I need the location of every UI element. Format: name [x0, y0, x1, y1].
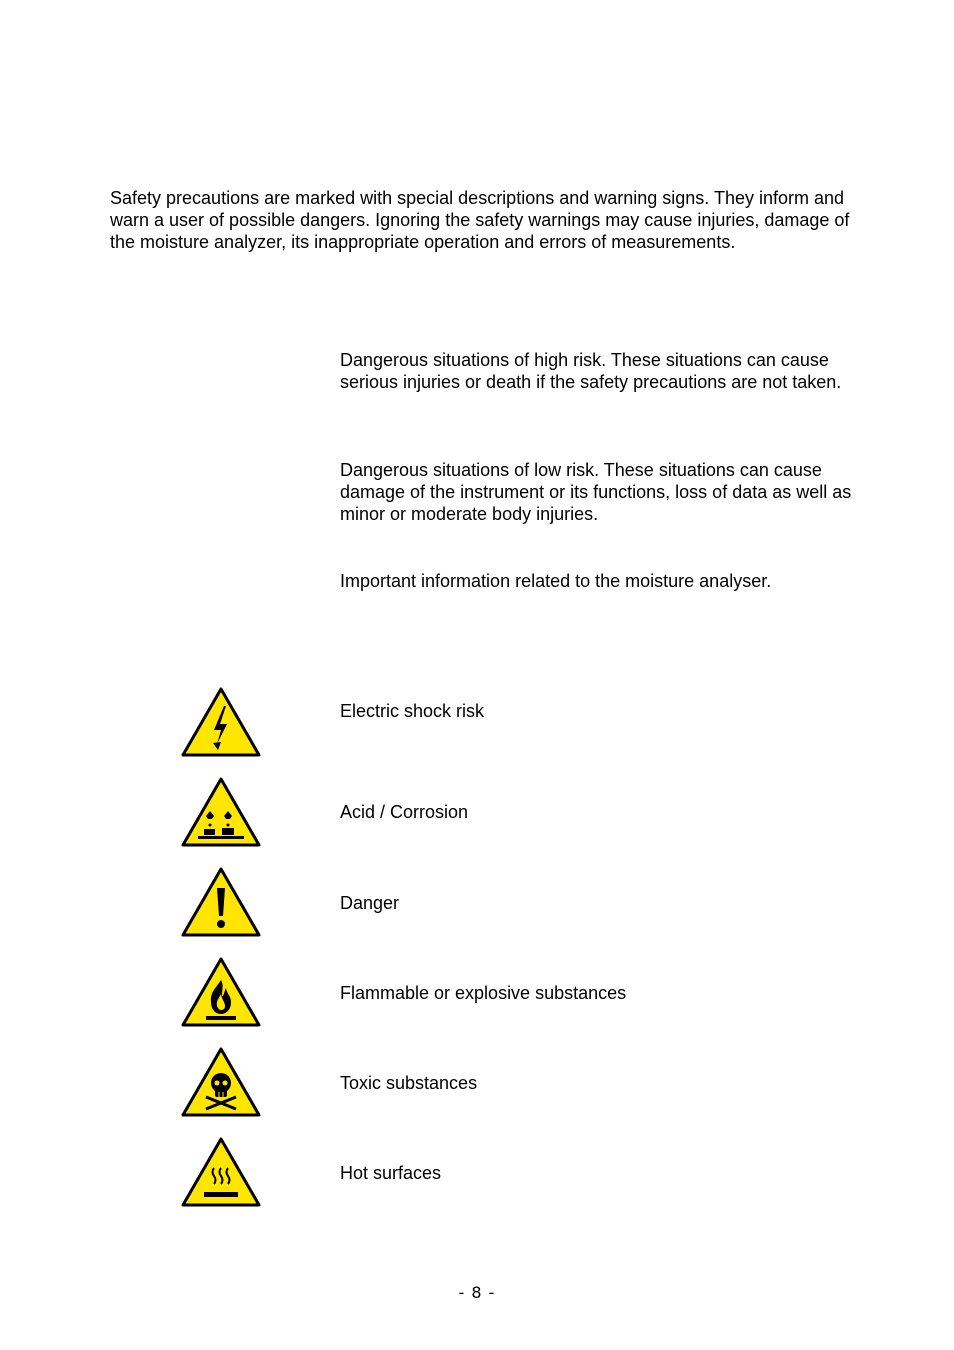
high-risk-description: Dangerous situations of high risk. These situations can cause serious injuries or death if the safety precautions are not taken.: [340, 350, 842, 392]
flame-icon: [180, 956, 262, 1028]
corrosion-icon: [180, 776, 262, 848]
exclamation-icon: [180, 866, 262, 938]
flammable-label: Flammable or explosive substances: [340, 983, 627, 1003]
intro-paragraph: Safety precautions are marked with special descriptions and warning signs. They inform and warn a user of possible dangers. Ignoring the safety warnings may cause injuries, damage of the moisture analyzer, its inappropriate operation and errors of measurements.: [110, 188, 850, 252]
hot-surface-icon: [180, 1136, 262, 1208]
low-risk-description: Dangerous situations of low risk. These situations can cause damage of the instrument or its functions, loss of data as well as minor or moderate body injuries.: [340, 460, 852, 524]
corrosion-label: Acid / Corrosion: [340, 802, 469, 822]
skull-crossbones-icon: [180, 1046, 262, 1118]
electric-shock-icon: [180, 686, 262, 758]
electric-shock-label: Electric shock risk: [340, 701, 485, 721]
hot-surface-label: Hot surfaces: [340, 1163, 442, 1183]
toxic-label: Toxic substances: [340, 1073, 478, 1093]
danger-label: Danger: [340, 893, 400, 913]
page-number: - 8 -: [458, 1283, 496, 1302]
information-description: Important information related to the moisture analyser.: [340, 571, 772, 591]
